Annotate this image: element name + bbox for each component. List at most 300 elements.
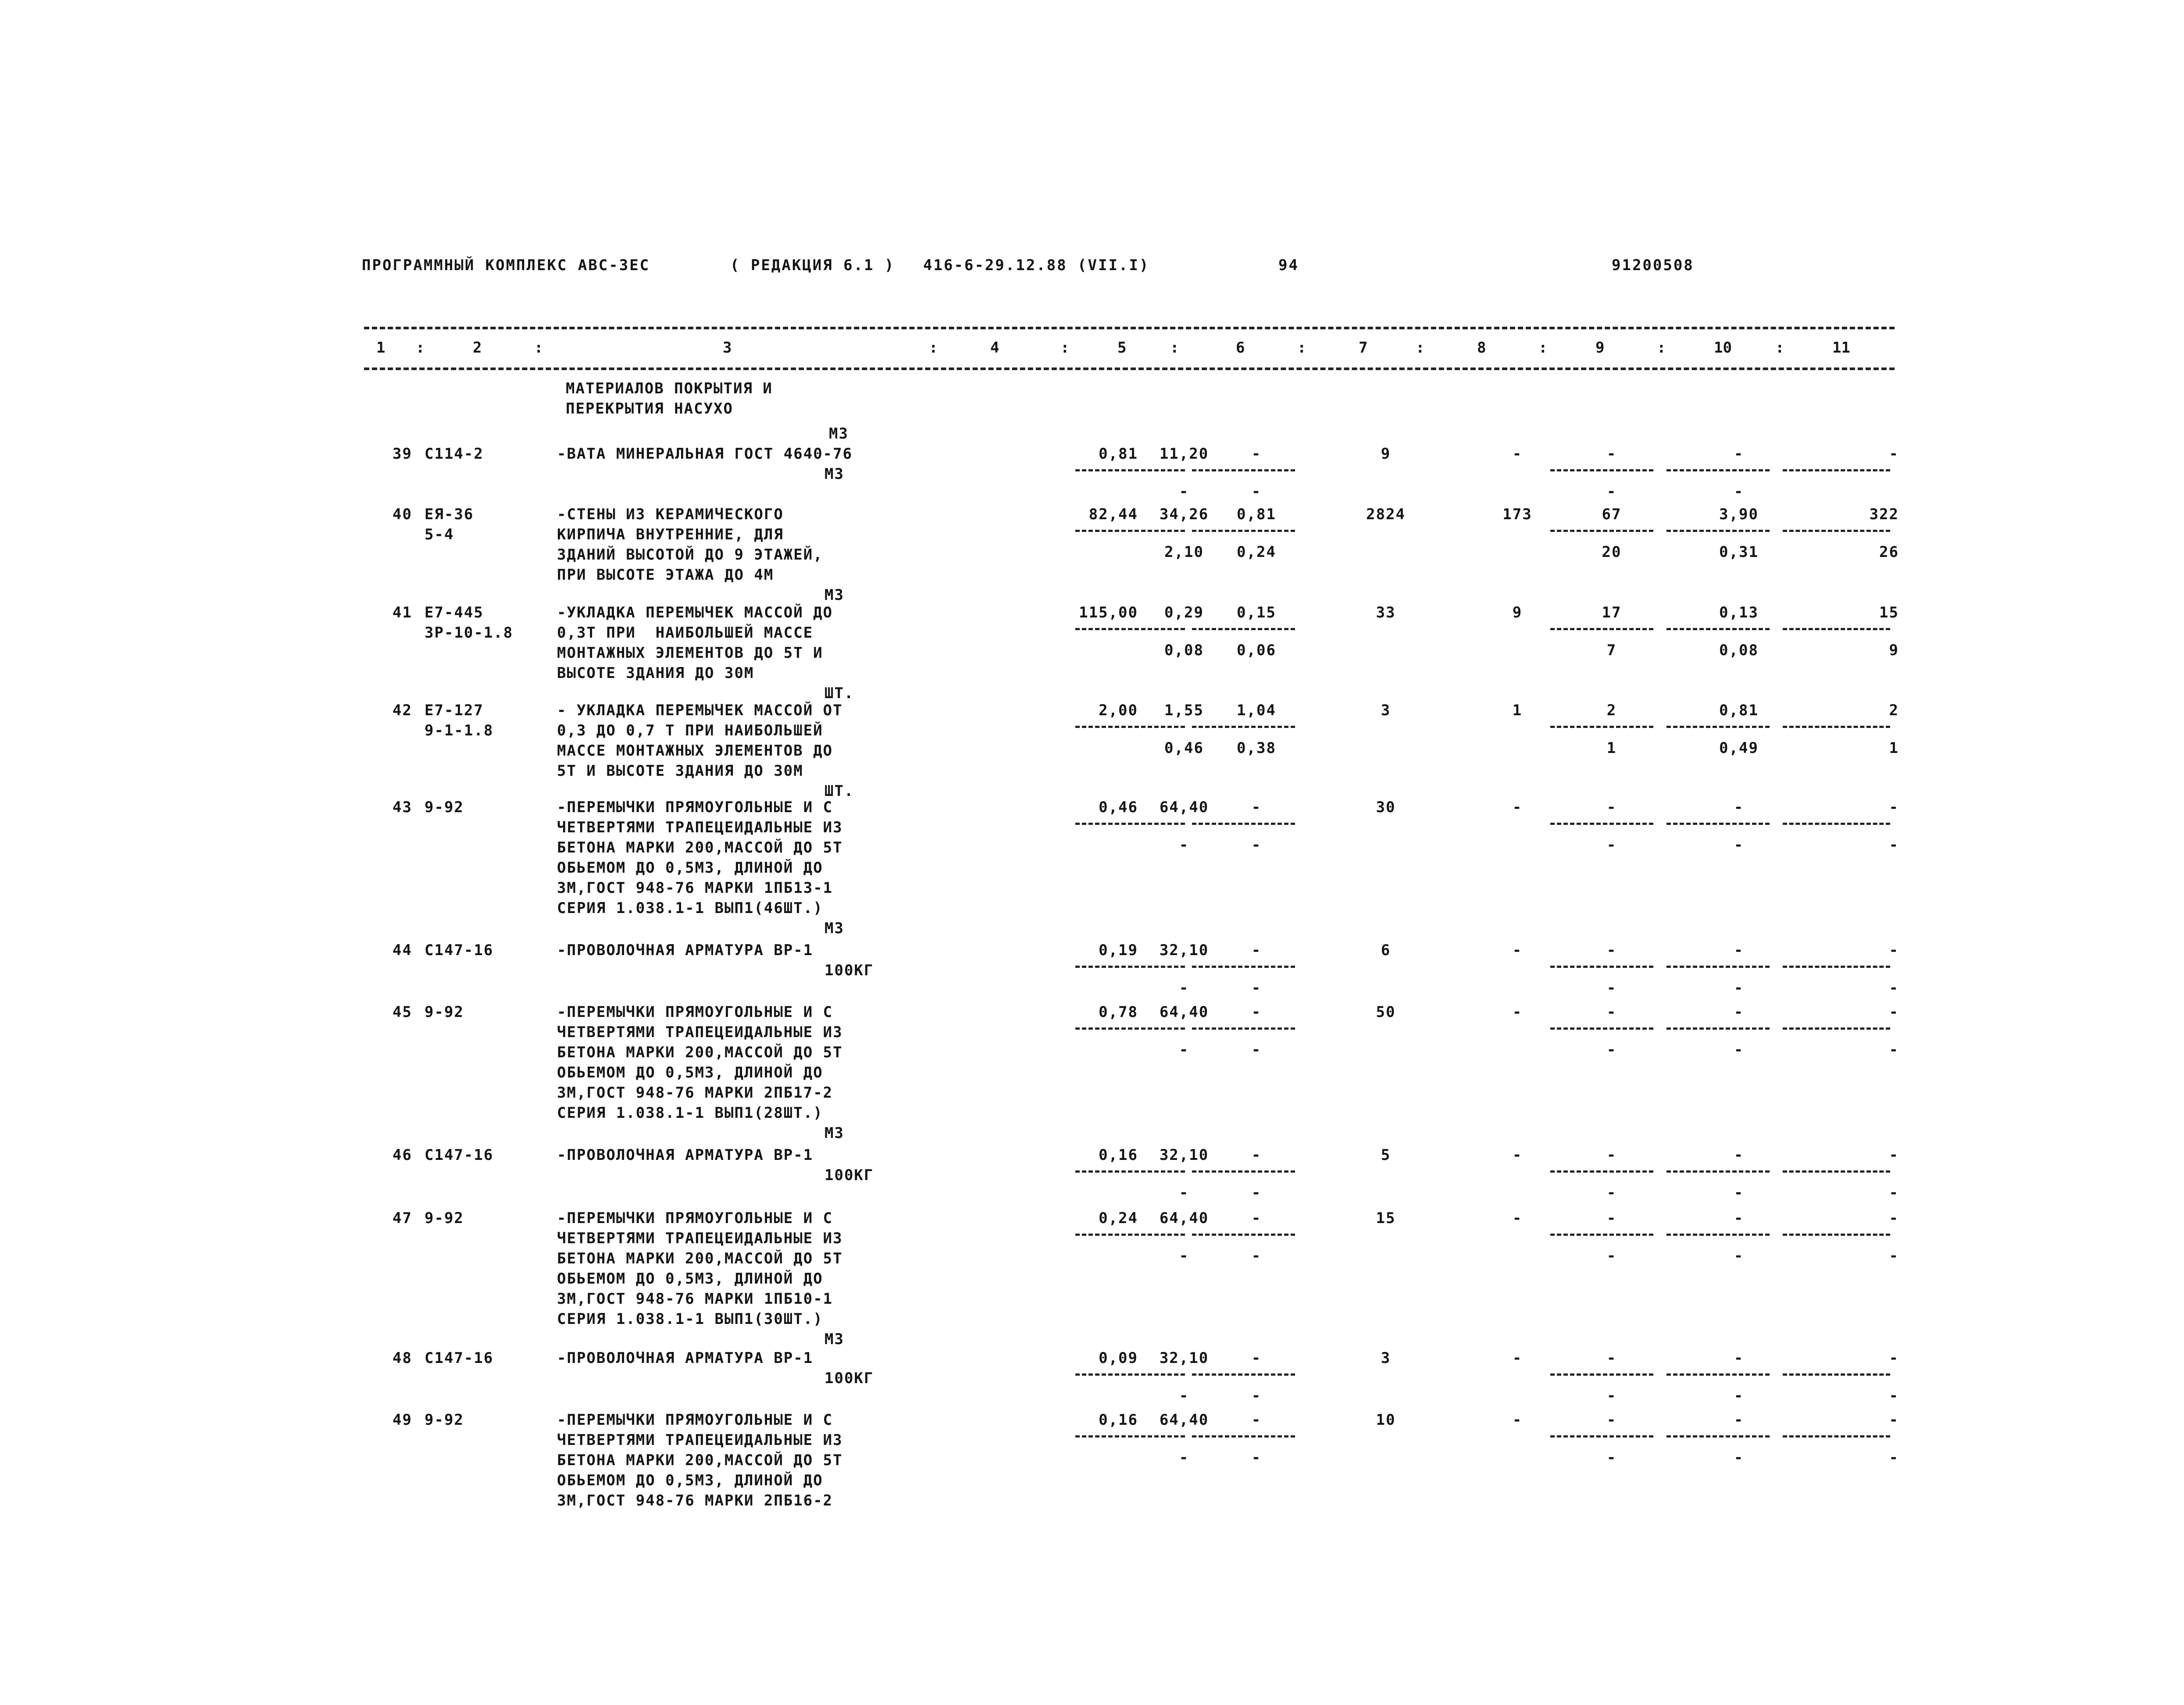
unit-label: М3 xyxy=(824,1330,844,1348)
unit-label: 100КГ xyxy=(824,1370,874,1387)
cell-c6: 1,04 xyxy=(1237,702,1276,719)
description-line: СЕРИЯ 1.038.1-1 ВЫП1(30ШТ.) xyxy=(557,1310,823,1328)
cell-c8: - xyxy=(1512,799,1523,816)
description-line: КИРПИЧА ВНУТРЕННИЕ, ДЛЯ xyxy=(557,526,784,543)
cell-c10: - xyxy=(1734,1349,1744,1367)
cell-c6: - xyxy=(1251,1411,1262,1429)
cell-c8: - xyxy=(1512,1003,1523,1021)
cell-c9-sub: - xyxy=(1606,836,1617,854)
resource-code: С147-16 xyxy=(425,1349,494,1367)
description-line: 3М,ГОСТ 948-76 МАРКИ 1ПБ10-1 xyxy=(557,1290,833,1308)
cell-c5: 32,10 xyxy=(1159,942,1209,959)
description-line: ПРИ ВЫСОТЕ ЭТАЖА ДО 4М xyxy=(557,566,774,584)
cell-c7: 30 xyxy=(1376,799,1396,816)
description-line: ОБЬЕМОМ ДО 0,5М3, ДЛИНОЙ ДО xyxy=(557,1270,823,1288)
subtotal-dash-c11 xyxy=(1783,823,1890,825)
cell-c11: - xyxy=(1889,1349,1899,1367)
description-line: ЧЕТВЕРТЯМИ ТРАПЕЦЕИДАЛЬНЫЕ ИЗ xyxy=(557,1431,843,1449)
cell-c4: 0,81 xyxy=(1099,445,1138,463)
resource-code: Е7-127 xyxy=(425,702,484,719)
subtotal-dash-c9 xyxy=(1550,1435,1653,1437)
description-line: -ПРОВОЛОЧНАЯ АРМАТУРА ВР-1 xyxy=(557,942,814,959)
resource-code: 9-92 xyxy=(425,1411,464,1429)
cell-c10: 0,13 xyxy=(1719,604,1759,621)
subtotal-dash-c10 xyxy=(1667,726,1770,728)
unit-label: М3 xyxy=(829,425,849,442)
cell-c11-sub: - xyxy=(1889,1449,1899,1466)
cell-c4: 0,09 xyxy=(1099,1349,1138,1367)
cell-c7: 5 xyxy=(1381,1146,1391,1164)
cell-c10-sub: 0,49 xyxy=(1719,739,1759,757)
cell-c4: 2,00 xyxy=(1099,702,1138,719)
cell-c11-sub: - xyxy=(1889,836,1899,854)
cell-c9: 17 xyxy=(1602,604,1622,621)
row-number: 49 xyxy=(393,1411,412,1429)
cell-c6-sub: - xyxy=(1251,1247,1262,1265)
row-number: 47 xyxy=(393,1209,412,1227)
subtotal-dash-c6 xyxy=(1192,1027,1295,1030)
cell-c11-sub: - xyxy=(1889,1184,1899,1202)
subtotal-dash-c9 xyxy=(1550,1170,1653,1173)
cell-c7: 33 xyxy=(1376,604,1396,621)
subtotal-dash-c6 xyxy=(1192,469,1295,471)
cell-c5-sub: 0,46 xyxy=(1164,739,1204,757)
subtotal-dash-c6 xyxy=(1192,966,1295,968)
cell-c5: 1,55 xyxy=(1164,702,1204,719)
cell-c11-sub: 1 xyxy=(1889,739,1899,757)
description-line: -ПРОВОЛОЧНАЯ АРМАТУРА ВР-1 xyxy=(557,1349,814,1367)
col-3: 3 xyxy=(723,339,732,357)
subtotal-dash-c9 xyxy=(1550,966,1653,968)
cell-c10-sub: - xyxy=(1734,1449,1744,1466)
cell-c9: - xyxy=(1606,1349,1617,1367)
cell-c5: 64,40 xyxy=(1159,1209,1209,1227)
subtotal-dash-c11 xyxy=(1783,1027,1890,1030)
resource-code: Е7-445 xyxy=(425,604,484,621)
cell-c4: 0,78 xyxy=(1099,1003,1138,1021)
row-number: 44 xyxy=(393,942,412,959)
subtotal-dash-c5 xyxy=(1075,1170,1185,1173)
resource-code: 5-4 xyxy=(425,526,454,543)
edition-label: ( РЕДАКЦИЯ 6.1 ) xyxy=(730,257,895,274)
cell-c6: 0,81 xyxy=(1237,506,1276,523)
intro-line: МАТЕРИАЛОВ ПОКРЫТИЯ И xyxy=(566,380,773,397)
col-sep: : xyxy=(1538,339,1548,357)
cell-c11: 15 xyxy=(1879,604,1899,621)
description-line: 5Т И ВЫСОТЕ ЗДАНИЯ ДО 30М xyxy=(557,762,803,780)
cell-c10: 3,90 xyxy=(1719,506,1759,523)
cell-c5: 32,10 xyxy=(1159,1349,1209,1367)
cell-c11: - xyxy=(1889,1209,1899,1227)
cell-c10: - xyxy=(1734,1411,1744,1429)
cell-c6-sub: 0,24 xyxy=(1237,543,1276,561)
cell-c11: - xyxy=(1889,942,1899,959)
cell-c9: - xyxy=(1606,1003,1617,1021)
description-line: 3М,ГОСТ 948-76 МАРКИ 1ПБ13-1 xyxy=(557,879,833,897)
cell-c10: - xyxy=(1734,799,1744,816)
subtotal-dash-c10 xyxy=(1667,1234,1770,1236)
subtotal-dash-c6 xyxy=(1192,530,1295,532)
subtotal-dash-c11 xyxy=(1783,1373,1890,1376)
cell-c6-sub: - xyxy=(1251,1449,1262,1466)
cell-c9-sub: - xyxy=(1606,1184,1617,1202)
col-sep: : xyxy=(1775,339,1784,357)
description-line: -СТЕНЫ ИЗ КЕРАМИЧЕСКОГО xyxy=(557,506,784,523)
page-number: 94 xyxy=(1278,257,1299,274)
subtotal-dash-c9 xyxy=(1550,1234,1653,1236)
col-7: 7 xyxy=(1359,339,1368,357)
subtotal-dash-c11 xyxy=(1783,469,1890,471)
cell-c10-sub: 0,31 xyxy=(1719,543,1759,561)
cell-c8: 1 xyxy=(1512,702,1523,719)
row-number: 42 xyxy=(393,702,412,719)
cell-c7: 2824 xyxy=(1366,506,1406,523)
cell-c5: 64,40 xyxy=(1159,799,1209,816)
col-sep: : xyxy=(929,339,938,357)
description-line: БЕТОНА МАРКИ 200,МАССОЙ ДО 5Т xyxy=(557,1452,843,1469)
cell-c10: - xyxy=(1734,1209,1744,1227)
subtotal-dash-c10 xyxy=(1667,966,1770,968)
cell-c6-sub: - xyxy=(1251,1184,1262,1202)
subtotal-dash-c5 xyxy=(1075,1027,1185,1030)
cell-c6-sub: - xyxy=(1251,1041,1262,1059)
description-line: -ВАТА МИНЕРАЛЬНАЯ ГОСТ 4640-76 xyxy=(557,445,853,463)
col-sep: : xyxy=(534,339,543,357)
cell-c9-sub: - xyxy=(1606,1387,1617,1405)
description-line: МАССЕ МОНТАЖНЫХ ЭЛЕМЕНТОВ ДО xyxy=(557,742,833,760)
subtotal-dash-c10 xyxy=(1667,823,1770,825)
cell-c11-sub: 26 xyxy=(1879,543,1899,561)
description-line: 0,3 ДО 0,7 Т ПРИ НАИБОЛЬШЕЙ xyxy=(557,722,823,739)
description-line: 3М,ГОСТ 948-76 МАРКИ 2ПБ16-2 xyxy=(557,1492,833,1509)
unit-label: М3 xyxy=(824,465,844,483)
description-line: БЕТОНА МАРКИ 200,МАССОЙ ДО 5Т xyxy=(557,1044,843,1061)
cell-c9-sub: - xyxy=(1606,1247,1617,1265)
cell-c9: 2 xyxy=(1606,702,1617,719)
subtotal-dash-c9 xyxy=(1550,1027,1653,1030)
row-number: 45 xyxy=(393,1003,412,1021)
subtotal-dash-c5 xyxy=(1075,530,1185,532)
cell-c10: - xyxy=(1734,942,1744,959)
subtotal-dash-c11 xyxy=(1783,966,1890,968)
cell-c9-sub: - xyxy=(1606,979,1617,997)
cell-c8: - xyxy=(1512,1349,1523,1367)
subtotal-dash-c6 xyxy=(1192,1435,1295,1437)
description-line: -ПЕРЕМЫЧКИ ПРЯМОУГОЛЬНЫЕ И С xyxy=(557,1209,833,1227)
description-line: ЧЕТВЕРТЯМИ ТРАПЕЦЕИДАЛЬНЫЕ ИЗ xyxy=(557,1230,843,1247)
cell-c11-sub: 9 xyxy=(1889,642,1899,659)
cell-c5-sub: - xyxy=(1179,1041,1189,1059)
cell-c7: 50 xyxy=(1376,1003,1396,1021)
resource-code: 9-92 xyxy=(425,799,464,816)
cell-c5: 64,40 xyxy=(1159,1411,1209,1429)
subtotal-dash-c9 xyxy=(1550,726,1653,728)
cell-c6: - xyxy=(1251,942,1262,959)
cell-c10: - xyxy=(1734,1003,1744,1021)
col-9: 9 xyxy=(1595,339,1605,357)
subtotal-dash-c6 xyxy=(1192,1170,1295,1173)
unit-label: 100КГ xyxy=(824,1166,874,1184)
unit-label: М3 xyxy=(824,586,844,604)
cell-c9-sub: - xyxy=(1606,483,1617,500)
cell-c11-sub: - xyxy=(1889,1041,1899,1059)
subtotal-dash-c6 xyxy=(1192,726,1295,728)
cell-c9-sub: 20 xyxy=(1602,543,1622,561)
col-1: 1 xyxy=(376,339,385,357)
cell-c11: - xyxy=(1889,1146,1899,1164)
subtotal-dash-c10 xyxy=(1667,1435,1770,1437)
cell-c4: 115,00 xyxy=(1079,604,1138,621)
resource-code: С147-16 xyxy=(425,942,494,959)
description-line: -УКЛАДКА ПЕРЕМЫЧЕК МАССОЙ ДО xyxy=(557,604,833,621)
unit-label: М3 xyxy=(824,920,844,937)
cell-c6-sub: - xyxy=(1251,836,1262,854)
cell-c5: 34,26 xyxy=(1159,506,1209,523)
description-line: -ПЕРЕМЫЧКИ ПРЯМОУГОЛЬНЫЕ И С xyxy=(557,1003,833,1021)
description-line: 0,3Т ПРИ НАИБОЛЬШЕЙ МАССЕ xyxy=(557,624,814,642)
subtotal-dash-c5 xyxy=(1075,469,1185,471)
cell-c11: - xyxy=(1889,799,1899,816)
col-2: 2 xyxy=(473,339,482,357)
cell-c11-sub: - xyxy=(1889,1247,1899,1265)
cell-c6: - xyxy=(1251,1003,1262,1021)
subtotal-dash-c5 xyxy=(1075,823,1185,825)
description-line: ОБЬЕМОМ ДО 0,5М3, ДЛИНОЙ ДО xyxy=(557,1064,823,1081)
cell-c8: - xyxy=(1512,1209,1523,1227)
cell-c10-sub: - xyxy=(1734,979,1744,997)
cell-c7: 9 xyxy=(1381,445,1391,463)
cell-c10-sub: - xyxy=(1734,1387,1744,1405)
cell-c7: 6 xyxy=(1381,942,1391,959)
subtotal-dash-c11 xyxy=(1783,726,1890,728)
cell-c7: 3 xyxy=(1381,1349,1391,1367)
subtotal-dash-c11 xyxy=(1783,1170,1890,1173)
cell-c9: - xyxy=(1606,1146,1617,1164)
col-sep: : xyxy=(1060,339,1070,357)
cell-c10-sub: - xyxy=(1734,1247,1744,1265)
col-6: 6 xyxy=(1236,339,1245,357)
unit-label: М3 xyxy=(824,1124,844,1142)
cell-c6-sub: 0,06 xyxy=(1237,642,1276,659)
subtotal-dash-c6 xyxy=(1192,823,1295,825)
subtotal-dash-c9 xyxy=(1550,628,1653,630)
col-4: 4 xyxy=(990,339,999,357)
cell-c5-sub: 2,10 xyxy=(1164,543,1204,561)
cell-c5-sub: - xyxy=(1179,1449,1189,1466)
cell-c5: 11,20 xyxy=(1159,445,1209,463)
cell-c8: - xyxy=(1512,942,1523,959)
cell-c9-sub: 1 xyxy=(1606,739,1617,757)
cell-c6: - xyxy=(1251,445,1262,463)
row-number: 40 xyxy=(393,506,412,523)
cell-c8: - xyxy=(1512,1146,1523,1164)
cell-c6: - xyxy=(1251,1146,1262,1164)
cell-c6: - xyxy=(1251,799,1262,816)
subtotal-dash-c10 xyxy=(1667,628,1770,630)
resource-code: 9-92 xyxy=(425,1003,464,1021)
description-line: - УКЛАДКА ПЕРЕМЫЧЕК МАССОЙ ОТ xyxy=(557,702,843,719)
subtotal-dash-c5 xyxy=(1075,1373,1185,1376)
description-line: 3М,ГОСТ 948-76 МАРКИ 2ПБ17-2 xyxy=(557,1084,833,1102)
col-sep: : xyxy=(1657,339,1666,357)
cell-c11-sub: - xyxy=(1889,979,1899,997)
resource-code: С114-2 xyxy=(425,445,484,463)
cell-c8: 9 xyxy=(1512,604,1523,621)
description-line: ЗДАНИЙ ВЫСОТОЙ ДО 9 ЭТАЖЕЙ, xyxy=(557,546,823,564)
cell-c6: 0,15 xyxy=(1237,604,1276,621)
description-line: ОБЬЕМОМ ДО 0,5М3, ДЛИНОЙ ДО xyxy=(557,859,823,877)
cell-c10-sub: - xyxy=(1734,1184,1744,1202)
subtotal-dash-c11 xyxy=(1783,1435,1890,1437)
cell-c9: - xyxy=(1606,1411,1617,1429)
cell-c5-sub: - xyxy=(1179,483,1189,500)
col-sep: : xyxy=(1297,339,1306,357)
col-sep: : xyxy=(1170,339,1179,357)
subtotal-dash-c9 xyxy=(1550,823,1653,825)
cell-c5-sub: - xyxy=(1179,1184,1189,1202)
description-line: СЕРИЯ 1.038.1-1 ВЫП1(28ШТ.) xyxy=(557,1104,823,1122)
cell-c8: - xyxy=(1512,445,1523,463)
subtotal-dash-c10 xyxy=(1667,1170,1770,1173)
cell-c8: - xyxy=(1512,1411,1523,1429)
cell-c10-sub: - xyxy=(1734,483,1744,500)
subtotal-dash-c6 xyxy=(1192,1234,1295,1236)
cell-c4: 0,16 xyxy=(1099,1411,1138,1429)
subtotal-dash-c6 xyxy=(1192,628,1295,630)
cell-c4: 0,24 xyxy=(1099,1209,1138,1227)
cell-c4: 82,44 xyxy=(1088,506,1138,523)
cell-c10: 0,81 xyxy=(1719,702,1759,719)
cell-c4: 0,19 xyxy=(1099,942,1138,959)
col-10: 10 xyxy=(1714,339,1732,357)
cell-c7: 10 xyxy=(1376,1411,1396,1429)
cell-c5-sub: - xyxy=(1179,979,1189,997)
cell-c10: - xyxy=(1734,1146,1744,1164)
cell-c7: 3 xyxy=(1381,702,1391,719)
cell-c5-sub: - xyxy=(1179,1247,1189,1265)
col-11: 11 xyxy=(1832,339,1850,357)
description-line: ЧЕТВЕРТЯМИ ТРАПЕЦЕИДАЛЬНЫЕ ИЗ xyxy=(557,1024,843,1041)
subtotal-dash-c9 xyxy=(1550,1373,1653,1376)
cell-c5: 0,29 xyxy=(1164,604,1204,621)
cell-c9: - xyxy=(1606,445,1617,463)
description-line: ЧЕТВЕРТЯМИ ТРАПЕЦЕИДАЛЬНЫЕ ИЗ xyxy=(557,819,843,836)
description-line: МОНТАЖНЫХ ЭЛЕМЕНТОВ ДО 5Т И xyxy=(557,644,823,662)
cell-c8: 173 xyxy=(1502,506,1532,523)
col-sep: : xyxy=(416,339,425,357)
description-line: -ПЕРЕМЫЧКИ ПРЯМОУГОЛЬНЫЕ И С xyxy=(557,799,833,816)
resource-code: 3Р-10-1.8 xyxy=(425,624,514,642)
description-line: БЕТОНА МАРКИ 200,МАССОЙ ДО 5Т xyxy=(557,839,843,856)
cell-c11: 322 xyxy=(1869,506,1899,523)
subtotal-dash-c10 xyxy=(1667,1027,1770,1030)
subtotal-dash-c9 xyxy=(1550,530,1653,532)
cell-c9-sub: - xyxy=(1606,1041,1617,1059)
cell-c6-sub: - xyxy=(1251,483,1262,500)
cell-c5: 64,40 xyxy=(1159,1003,1209,1021)
cell-c6-sub: - xyxy=(1251,1387,1262,1405)
subtotal-dash-c10 xyxy=(1667,469,1770,471)
description-line: -ПРОВОЛОЧНАЯ АРМАТУРА ВР-1 xyxy=(557,1146,814,1164)
col-sep: : xyxy=(1416,339,1425,357)
resource-code: 9-1-1.8 xyxy=(425,722,494,739)
subtotal-dash-c5 xyxy=(1075,726,1185,728)
row-number: 46 xyxy=(393,1146,412,1164)
description-line: СЕРИЯ 1.038.1-1 ВЫП1(46ШТ.) xyxy=(557,899,823,917)
cell-c10-sub: - xyxy=(1734,1041,1744,1059)
cell-c6: - xyxy=(1251,1209,1262,1227)
row-number: 41 xyxy=(393,604,412,621)
cell-c11: - xyxy=(1889,445,1899,463)
cell-c6: - xyxy=(1251,1349,1262,1367)
col-5: 5 xyxy=(1117,339,1127,357)
cell-c9-sub: - xyxy=(1606,1449,1617,1466)
cell-c7: 15 xyxy=(1376,1209,1396,1227)
cell-c11: - xyxy=(1889,1411,1899,1429)
row-number: 48 xyxy=(393,1349,412,1367)
row-number: 43 xyxy=(393,799,412,816)
subtotal-dash-c5 xyxy=(1075,1234,1185,1236)
resource-code: ЕЯ-36 xyxy=(425,506,474,523)
cell-c6-sub: 0,38 xyxy=(1237,739,1276,757)
cell-c10-sub: - xyxy=(1734,836,1744,854)
cell-c10-sub: 0,08 xyxy=(1719,642,1759,659)
subtotal-dash-c11 xyxy=(1783,1234,1890,1236)
col-8: 8 xyxy=(1477,339,1486,357)
document-code: 416-6-29.12.88 (VII.I) xyxy=(923,257,1150,274)
resource-code: 9-92 xyxy=(425,1209,464,1227)
subtotal-dash-c6 xyxy=(1192,1373,1295,1376)
subtotal-dash-c5 xyxy=(1075,966,1185,968)
unit-label: ШТ. xyxy=(824,685,854,702)
cell-c9: - xyxy=(1606,799,1617,816)
cell-c5: 32,10 xyxy=(1159,1146,1209,1164)
cell-c5-sub: 0,08 xyxy=(1164,642,1204,659)
unit-label: 100КГ xyxy=(824,962,874,979)
subtotal-dash-c11 xyxy=(1783,628,1890,630)
subtotal-dash-c5 xyxy=(1075,628,1185,630)
cell-c5-sub: - xyxy=(1179,1387,1189,1405)
subtotal-dash-c11 xyxy=(1783,530,1890,532)
cell-c5-sub: - xyxy=(1179,836,1189,854)
description-line: ОБЬЕМОМ ДО 0,5М3, ДЛИНОЙ ДО xyxy=(557,1472,823,1489)
cell-c9: - xyxy=(1606,1209,1617,1227)
program-title: ПРОГРАММНЫЙ КОМПЛЕКС АВС-3ЕС xyxy=(362,257,650,274)
subtotal-dash-c9 xyxy=(1550,469,1653,471)
row-number: 39 xyxy=(393,445,412,463)
table-header-rule xyxy=(364,367,1895,370)
cell-c10: - xyxy=(1734,445,1744,463)
cell-c9-sub: 7 xyxy=(1606,642,1617,659)
cell-c4: 0,46 xyxy=(1099,799,1138,816)
cell-c11: 2 xyxy=(1889,702,1899,719)
cell-c6-sub: - xyxy=(1251,979,1262,997)
table-top-rule xyxy=(364,327,1895,329)
document-number: 91200508 xyxy=(1612,257,1694,274)
subtotal-dash-c5 xyxy=(1075,1435,1185,1437)
cell-c9: - xyxy=(1606,942,1617,959)
cell-c4: 0,16 xyxy=(1099,1146,1138,1164)
intro-line: ПЕРЕКРЫТИЯ НАСУХО xyxy=(566,400,733,417)
cell-c11: - xyxy=(1889,1003,1899,1021)
cell-c11-sub: - xyxy=(1889,1387,1899,1405)
resource-code: С147-16 xyxy=(425,1146,494,1164)
description-line: ВЫСОТЕ ЗДАНИЯ ДО 30М xyxy=(557,664,754,682)
description-line: БЕТОНА МАРКИ 200,МАССОЙ ДО 5Т xyxy=(557,1250,843,1267)
unit-label: ШТ. xyxy=(824,782,854,800)
subtotal-dash-c10 xyxy=(1667,530,1770,532)
subtotal-dash-c10 xyxy=(1667,1373,1770,1376)
